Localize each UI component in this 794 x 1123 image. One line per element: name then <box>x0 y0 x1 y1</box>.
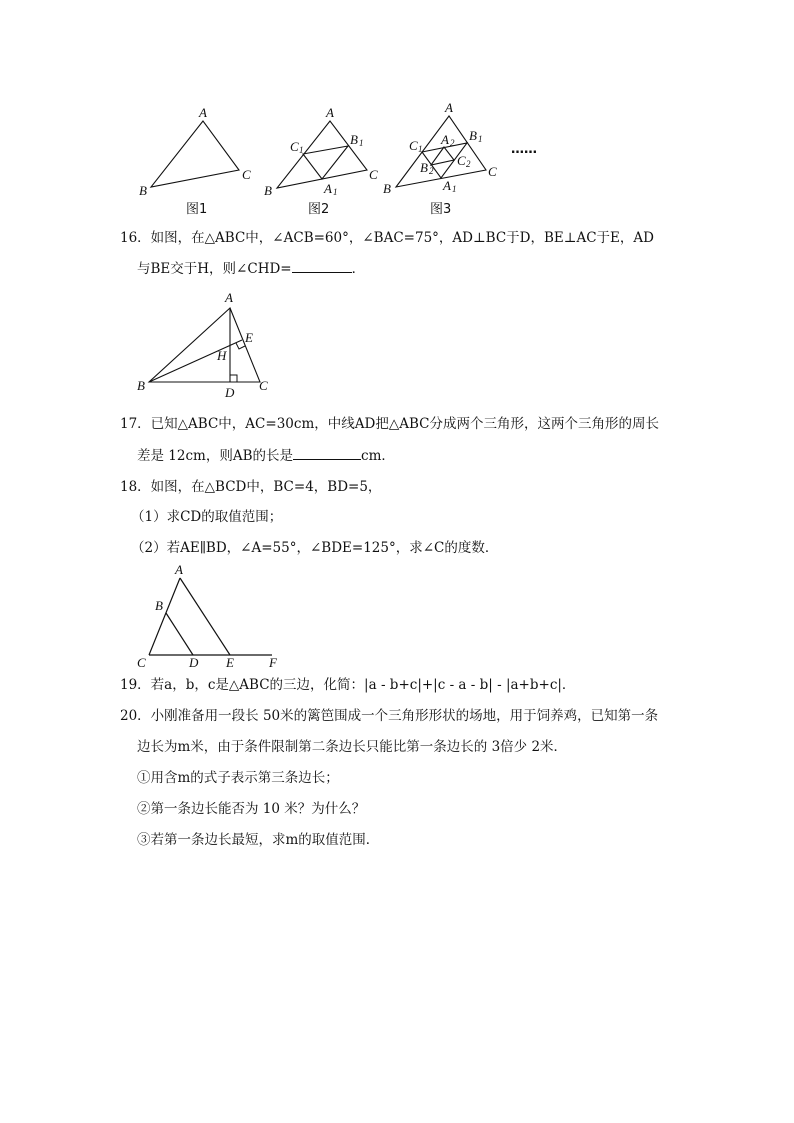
q16-right-angle-e <box>236 343 245 349</box>
q17-line2 <box>137 445 395 466</box>
q16-altitude-be <box>149 340 242 382</box>
fig3-label-a1-sub: 1 <box>452 184 457 194</box>
q16-line2 <box>137 258 365 279</box>
q18-line-ca <box>149 578 180 655</box>
q16-line2-end: ． <box>351 261 366 277</box>
fig2-label-a: A <box>326 105 334 120</box>
q16-figure <box>0 285 794 400</box>
fig2-label-b1-sub: 1 <box>359 138 364 148</box>
fig2-label-a1: A <box>324 181 332 196</box>
q18-label-f: F <box>269 655 277 670</box>
q18-label-e: E <box>226 655 234 670</box>
q16-right-angle-d <box>230 375 237 382</box>
fig3-label-b1-sub: 1 <box>478 134 483 144</box>
q18-label-d: D <box>189 655 199 670</box>
fig3-label-b2-sub: 2 <box>429 166 434 176</box>
fig3-label-b1: B <box>469 128 477 143</box>
q18-figure <box>0 560 794 670</box>
fig2-label-b: B <box>264 183 272 198</box>
fig3-label-a1: A <box>443 178 451 193</box>
q16-label-h: H <box>217 348 227 363</box>
fig1-label-b: B <box>139 183 147 198</box>
fig3-label-b: B <box>383 181 391 196</box>
q17-answer-blank[interactable] <box>293 445 361 460</box>
q18-part2: （2）若AE∥BD，∠A=55°，∠BDE=125°，求∠C的度数． <box>131 540 499 556</box>
q20-item2: ②第一条边长能否为 10 米？为什么？ <box>137 801 366 817</box>
fig2-label-c1-sub: 1 <box>299 145 304 155</box>
q17-line2-end: cm． <box>361 448 395 464</box>
fig2-inner-triangle <box>303 146 348 179</box>
q20-line1: 20．小刚准备用一段长 50米的篱笆围成一个三角形形状的场地，用于饲养鸡，已知第一条 <box>120 708 659 724</box>
figure-3 <box>383 100 497 217</box>
q16-triangle-abc <box>149 308 260 382</box>
q16-label-b: B <box>137 378 145 393</box>
q18-line-ae <box>180 578 230 655</box>
q17-line2-text: 差是 12cm，则AB的长是 <box>137 448 294 464</box>
q16-answer-blank[interactable] <box>292 258 352 273</box>
q16-label-a: A <box>225 290 233 305</box>
fig2-label-c: C <box>369 167 378 182</box>
q18-label-c: C <box>137 655 146 670</box>
figure-1 <box>139 105 251 217</box>
q20-item1: ①用含m的式子表示第三条边长； <box>137 770 339 786</box>
fig1-label-c: C <box>242 167 251 182</box>
q16-label-d: D <box>225 385 235 400</box>
fig3-label-c1-sub: 1 <box>418 144 423 154</box>
q16-label-c: C <box>259 378 268 393</box>
q16-line1: 16．如图，在△ABC中，∠ACB=60°，∠BAC=75°，AD⊥BC于D，BE⊥AC于E，AD <box>120 230 654 246</box>
top-figures <box>0 95 794 225</box>
q20-line2: 边长为m米，由于条件限制第二条边长只能比第一条边长的 3倍少 2米． <box>137 739 568 755</box>
q20-item3: ③若第一条边长最短，求m的取值范围． <box>137 832 380 848</box>
fig2-caption: 图2 <box>308 202 330 217</box>
fig2-label-c1: C <box>290 139 299 154</box>
q18-label-b: B <box>155 598 163 613</box>
fig3-label-a2: A <box>441 132 449 147</box>
q18-line-bd <box>166 613 193 655</box>
fig2-label-b1: B <box>350 132 358 147</box>
fig3-label-a: A <box>445 100 453 115</box>
fig3-label-c2: C <box>457 153 466 168</box>
q19-line1: 19．若a，b，c是△ABC的三边，化简：|a - b+c|+|c - a - b| - |a+b+c|． <box>120 677 576 693</box>
fig1-caption: 图1 <box>186 202 208 217</box>
figures-ellipsis: …… <box>511 142 537 157</box>
q16-label-e: E <box>245 330 253 345</box>
fig1-label-a: A <box>199 105 207 120</box>
figure-2 <box>264 105 378 217</box>
fig3-label-b2: B <box>420 160 428 175</box>
fig3-caption: 图3 <box>430 202 452 217</box>
q18-part1: （1）求CD的取值范围； <box>131 509 283 525</box>
q18-label-a: A <box>175 562 183 577</box>
fig2-label-a1-sub: 1 <box>333 187 338 197</box>
fig3-label-c2-sub: 2 <box>466 159 471 169</box>
fig3-label-c1: C <box>409 138 418 153</box>
fig1-triangle <box>151 121 239 187</box>
fig3-label-a2-sub: 2 <box>450 138 455 148</box>
q16-line2-text: 与BE交于H，则∠CHD= <box>137 261 292 277</box>
q18-line1: 18．如图，在△BCD中，BC=4，BD=5， <box>120 479 382 495</box>
fig3-label-c: C <box>488 164 497 179</box>
q17-line1: 17．已知△ABC中，AC=30cm，中线AD把△ABC分成两个三角形，这两个三角形的周长 <box>120 416 659 432</box>
